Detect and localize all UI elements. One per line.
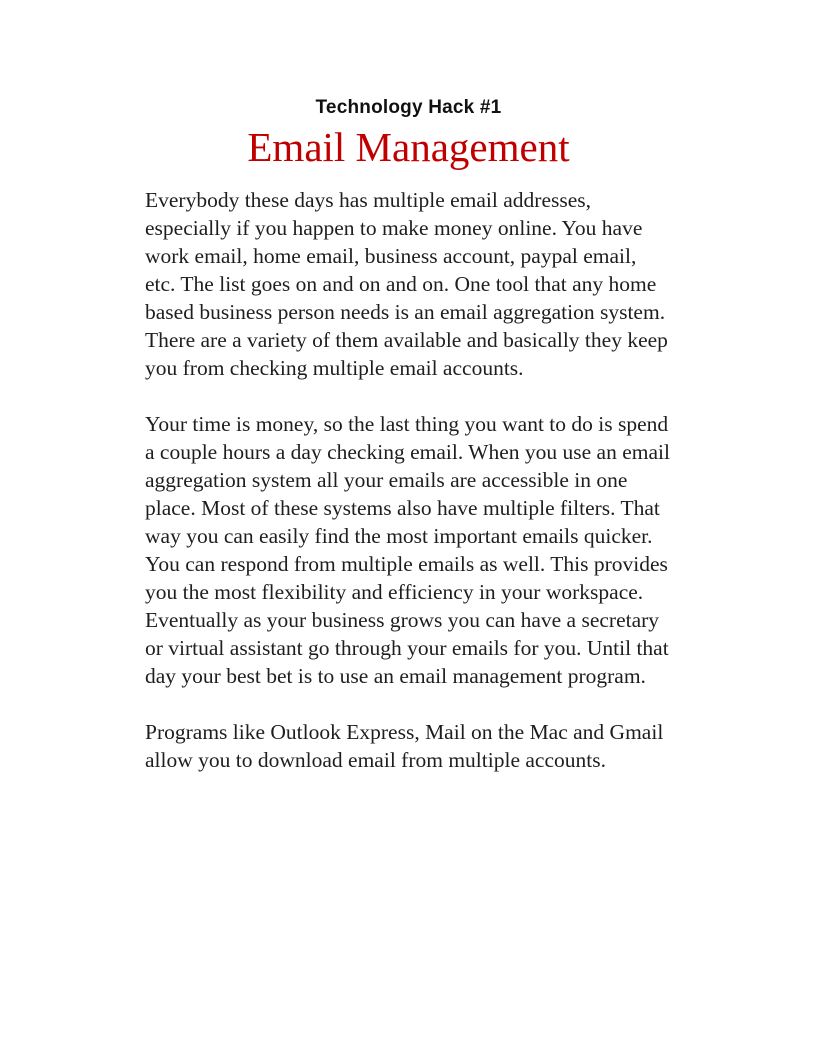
document-kicker: Technology Hack #1 (315, 97, 502, 118)
document-body (145, 186, 672, 774)
paragraph-1: Everybody these days has multiple email addresses, especially if you happen to make money online. You have work email, home email, business account, paypal email, etc. The list goes on and on and on. One tool that any home based business person needs is an email aggregation system. There are a variety of them available and basically they keep you from checking multiple email accounts. (145, 188, 668, 380)
paragraph-2: Your time is money, so the last thing you want to do is spend a couple hours a day checking email. When you use an email aggregation system all your emails are accessible in one place. Most of these systems also have multiple filters. That way you can easily find the most important emails quicker. You can respond from multiple emails as well. This provides you the most flexibility and efficiency in your workspace. Eventually as your business grows you can have a secretary or virtual assistant go through your emails for you. Until that day your best bet is to use an email management program. (145, 412, 670, 688)
paragraph-3: Programs like Outlook Express, Mail on the Mac and Gmail allow you to download email from multiple accounts. (145, 720, 664, 772)
page-title: Email Management (247, 124, 570, 170)
